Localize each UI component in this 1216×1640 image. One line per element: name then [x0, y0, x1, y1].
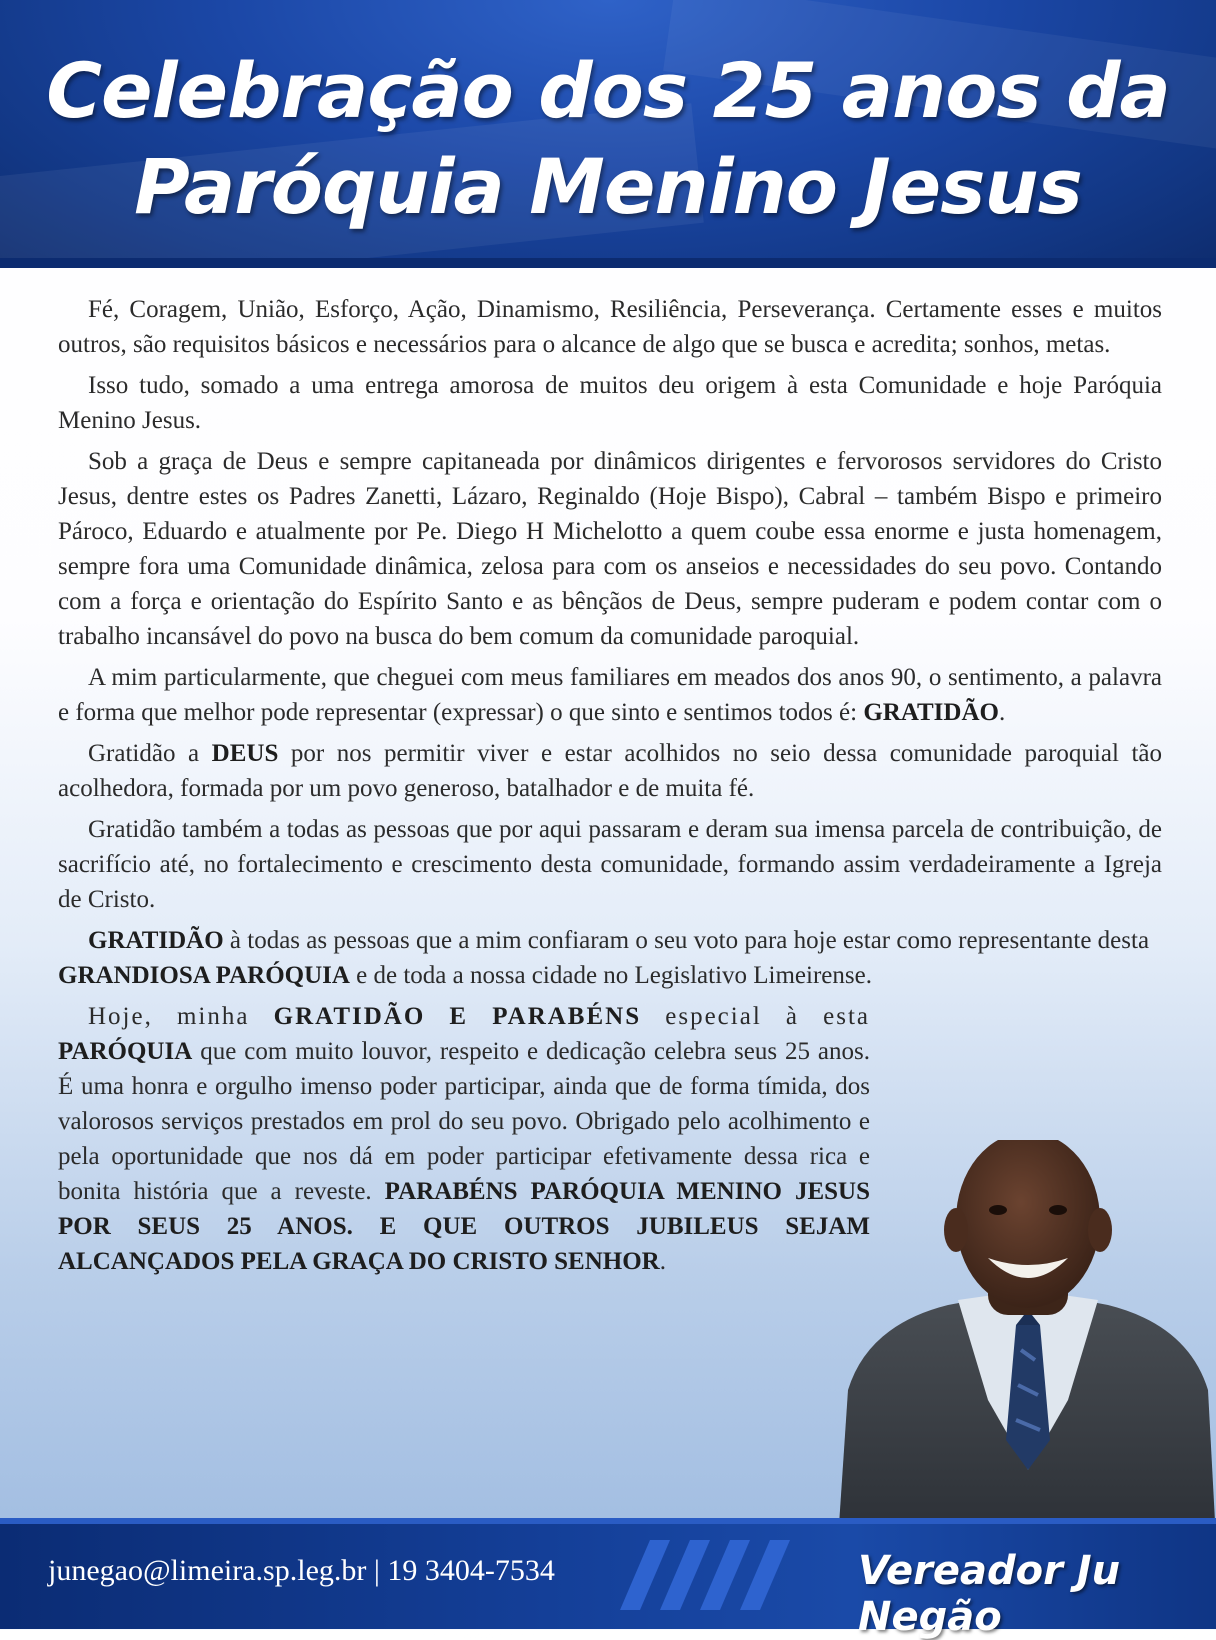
- paragraph-7-end: e de toda a nossa cidade no Legislativo Limeirense.: [349, 962, 872, 989]
- paragraph-7-middle: à todas as pessoas que a mim confiaram o seu voto para hoje estar como representante desta: [223, 927, 1150, 954]
- paragraph-5-start: Gratidão a: [88, 740, 212, 767]
- paragraph-4: [58, 660, 1162, 730]
- paragraph-1: Fé, Coragem, União, Esforço, Ação, Dinamismo, Resiliência, Perseverança. Certamente esses e muitos outros, são requisitos básicos e necessários para o alcance de algo que se busca e acredita; sonhos, metas.: [58, 296, 1162, 358]
- paragraph-2: Isso tudo, somado a uma entrega amorosa de muitos deu origem à esta Comunidade e hoje Paróquia Menino Jesus.: [58, 372, 1162, 434]
- paragraph-3: Sob a graça de Deus e sempre capitaneada por dinâmicos dirigentes e fervorosos servidores do Cristo Jesus, dentre estes os Padres Zanetti, Lázaro, Reginaldo (Hoje Bispo), Cabral – também Bispo e primeiro Pároco, Eduardo e atualmente por Pe. Diego H Michelotto a quem coube essa enorme e justa homenagem, sempre fora uma Comunidade dinâmica, zelosa para com os anseios e necessidades do seu povo. Contando com a força e orientação do Espírito Santo e as bênçãos de Deus, sempre puderam e podem contar com o trabalho incansável do povo na busca do bem comum da comunidade paroquial.: [58, 448, 1162, 650]
- paragraph-8-middle: especial à esta: [641, 1003, 871, 1030]
- emphasis-closing: PARABÉNS PARÓQUIA MENINO JESUS POR SEUS 25 ANOS. E QUE OUTROS JUBILEUS SEJAM ALCANÇADOS PELA GRAÇA DO CRISTO SENHOR: [58, 1178, 870, 1275]
- page-title-line2: Paróquia Menino Jesus: [134, 142, 1082, 231]
- paragraph-8-start: Hoje, minha: [88, 1003, 274, 1030]
- paragraph-5: [58, 736, 1162, 806]
- councilman-portrait: [838, 1140, 1216, 1540]
- decorative-slashes-icon: [620, 1540, 820, 1610]
- paragraph-4-text: A mim particularmente, que cheguei com meus familiares em meados dos anos 90, o sentimento, a palavra e forma que melhor pode representar (expressar) o que sinto e sentimos todos é:: [58, 664, 1162, 726]
- footer-bar: [0, 1518, 1216, 1640]
- paragraph-6: Gratidão também a todas as pessoas que por aqui passaram e deram sua imensa parcela de contribuição, de sacrifício até, no fortalecimento e crescimento desta comunidade, formando assim verdadeiramente a Igreja de Cristo.: [58, 816, 1162, 913]
- header-stripe: [0, 258, 1216, 268]
- signature-name: Vereador Ju Negão: [858, 1548, 1121, 1640]
- emphasis-gratidao: GRATIDÃO: [88, 927, 224, 954]
- paragraph-5-end: por nos permitir viver e estar acolhidos no seio dessa comunidade paroquial tão acolhedora, formada por um povo generoso, batalhador e de muita fé.: [58, 740, 1163, 802]
- punctuation: .: [998, 699, 1006, 726]
- emphasis-deus: DEUS: [211, 740, 279, 767]
- punctuation: .: [659, 1248, 666, 1275]
- header-banner: [0, 0, 1216, 268]
- letter-body: [58, 292, 1162, 1285]
- footer-topline: [0, 1518, 1216, 1524]
- emphasis-grandiosa-paroquia: GRANDIOSA PARÓQUIA: [58, 962, 350, 989]
- paragraph-8: [58, 999, 870, 1279]
- page-title-line1: Celebração dos 25 anos da: [46, 46, 1170, 135]
- paragraph-7: [58, 923, 1162, 993]
- emphasis-gratidao: GRATIDÃO: [863, 699, 999, 726]
- emphasis-gratidao-parabens: GRATIDÃO E PARABÉNS: [273, 1003, 642, 1030]
- emphasis-paroquia: PARÓQUIA: [58, 1038, 193, 1065]
- contact-info: junegao@limeira.sp.leg.br | 19 3404-7534: [48, 1554, 555, 1587]
- paragraph-8-body: que com muito louvor, respeito e dedicação celebra seus 25 anos. É uma honra e orgulho imenso poder participar, ainda que de forma tímida, dos valorosos serviços prestados em prol do seu povo. Obrigado pelo acolhimento e pela oportunidade que nos dá em poder participar efetivamente dessa rica e bonita história que a reveste.: [58, 1038, 870, 1205]
